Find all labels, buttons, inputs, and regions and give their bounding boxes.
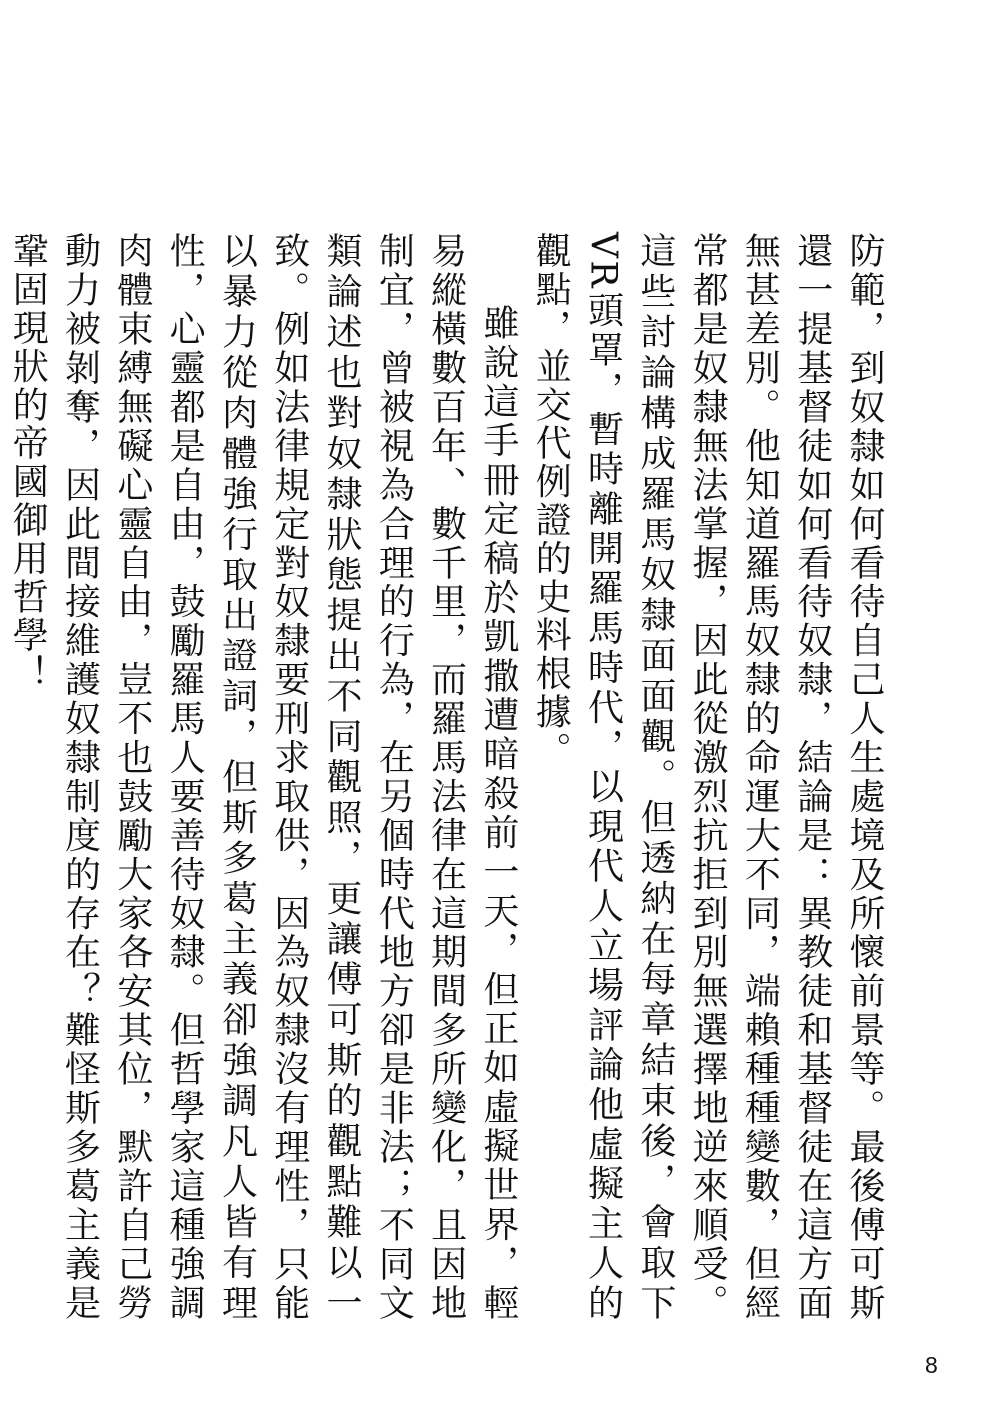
vertical-text-body: [7, 232, 890, 1322]
page-number: 8: [925, 1352, 938, 1378]
paragraph-3: [0, 232, 1, 1322]
paragraph-2: 雖說這手冊定稿於凱撒遭暗殺前一天，但正如虛擬世界，輕易縱橫數百年、數千里，而羅馬法律在這期間多所變化，且因地制宜，曾被視為合理的行為，在另個時代地方卻是非法；不同文類論述也對奴隸狀態提出不同觀照，更讓傅可斯的觀點難以一致。例如法律規定對奴隸要刑求取供，因為奴隸沒有理性，只能以暴力從肉體強行取出證詞，但斯多葛主義卻強調凡人皆有理性，心靈都是自由，鼓勵羅馬人要善待奴隸。但哲學家這種強調肉體束縛無礙心靈自由，豈不也鼓勵大家各安其位，默許自己勞動力被剝奪，因此間接維護奴隸制度的存在？難怪斯多葛主義是鞏固現狀的帝國御用哲學！: [7, 232, 519, 1322]
paragraph-1: 防範，到奴隸如何看待自己人生處境及所懷前景等。最後傅可斯還一提基督徒如何看待奴隸，結論是：異教徒和基督徒在這方面無甚差別。他知道羅馬奴隸的命運大不同，端賴種種變數，但經常都是奴隸無法掌握，因此從激烈抗拒到別無選擇地逆來順受。這些討論構成羅馬奴隸面面觀。但透納在每章結束後，會取下VR頭罩，暫時離開羅馬時代，以現代人立場評論他虛擬主人的觀點，並交代例證的史料根據。: [530, 232, 885, 1322]
